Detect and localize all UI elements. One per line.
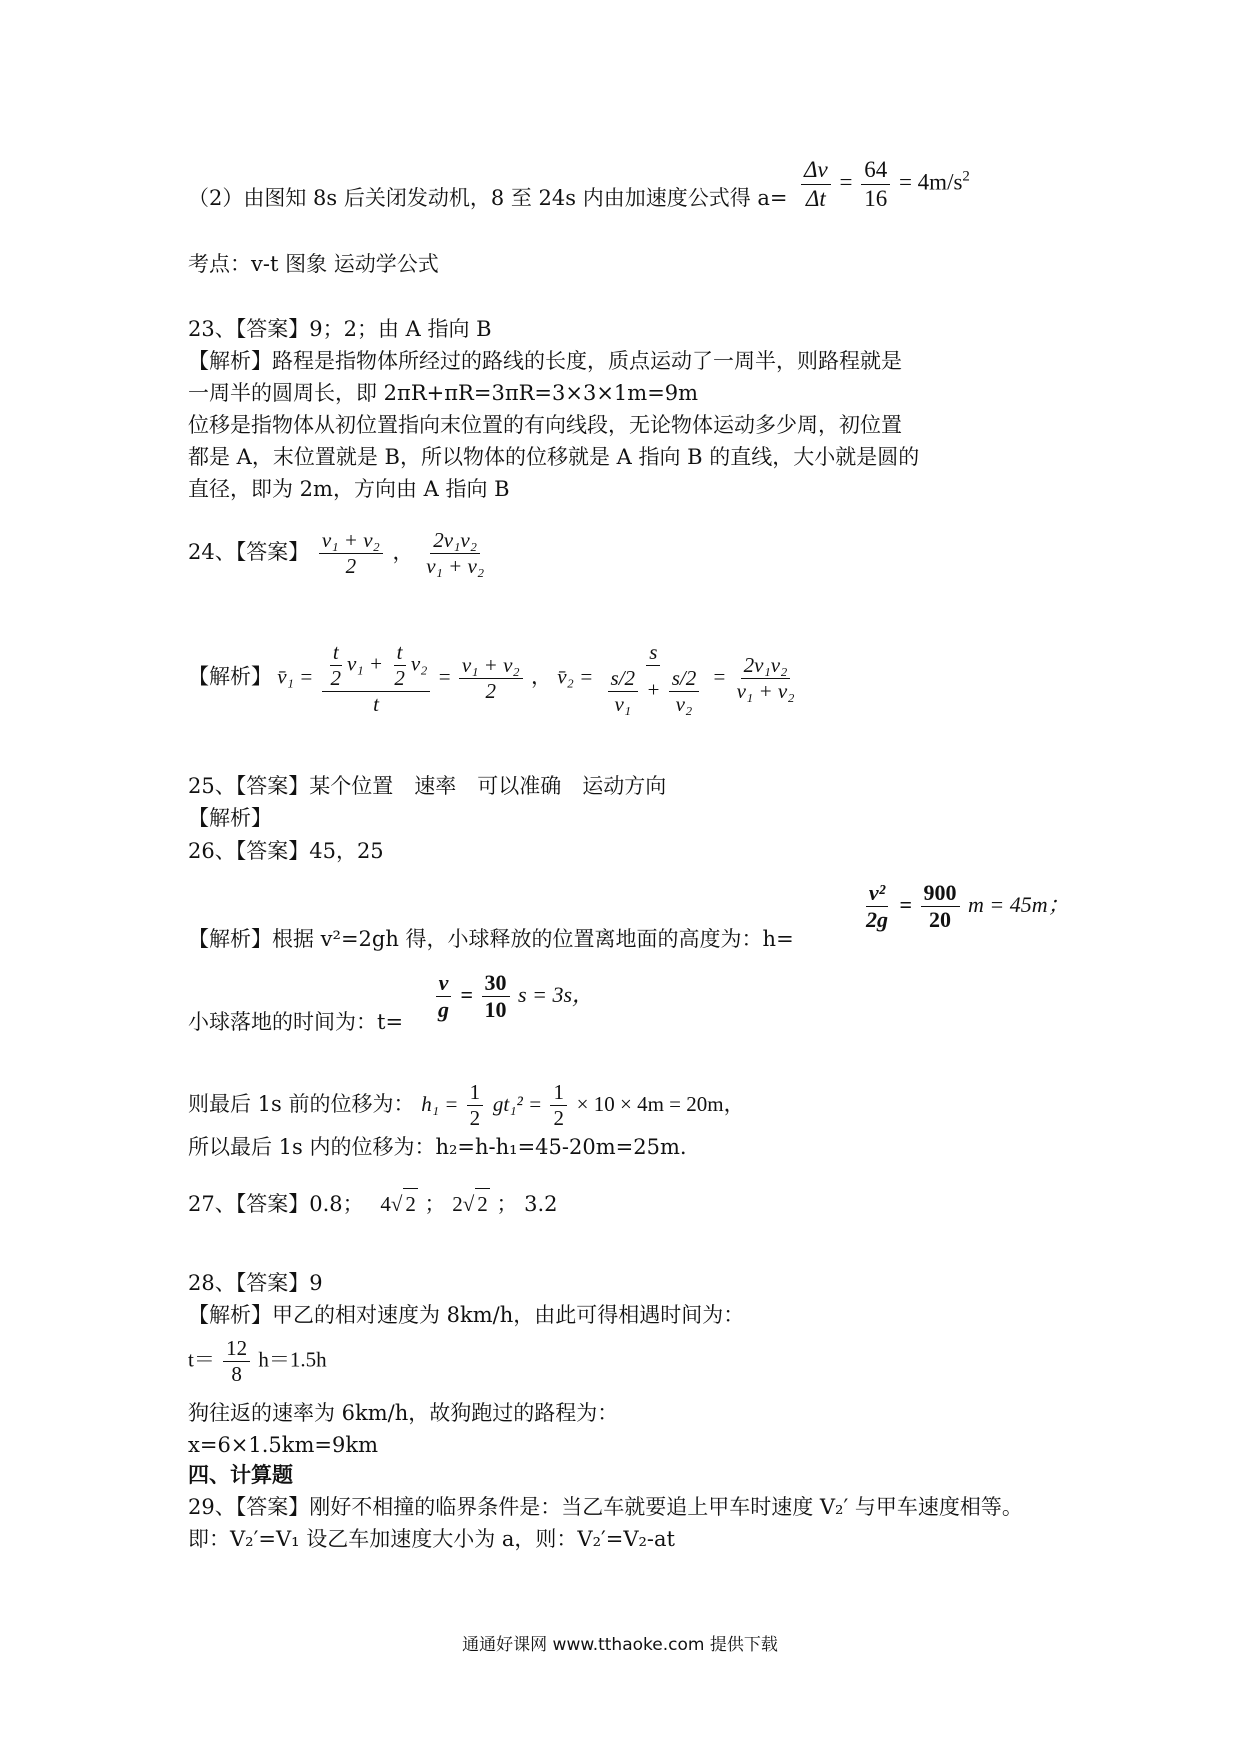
q24-two-b: 2 xyxy=(394,666,405,691)
q27-root-a: 2 xyxy=(403,1188,418,1219)
q26-900: 900 xyxy=(921,880,960,907)
q28-t-line xyxy=(188,1336,327,1387)
q24-ans2-num: 2v₁v₂ xyxy=(430,528,480,554)
q24-v1bar: v̄₁ = xyxy=(277,664,314,689)
q28-analysis-3: x=6×1.5km=9km xyxy=(188,1433,379,1457)
q24-t-b: t xyxy=(394,640,406,666)
q26-2g: 2g xyxy=(866,907,888,933)
q24-v2: v₂ xyxy=(410,651,428,676)
q24-r1num: v₁ + v₂ xyxy=(459,653,523,679)
section-4-title: 四、计算题 xyxy=(188,1462,293,1487)
q23-answer: 23、【答案】9；2；由 A 指向 B xyxy=(188,317,492,341)
q26-t-text: 小球落地的时间为：t= xyxy=(188,1010,404,1034)
q27-label: 27、【答案】0.8； xyxy=(188,1192,364,1216)
q26-h1-one-b: 1 xyxy=(550,1080,567,1106)
q24-plus-b: + xyxy=(646,677,661,702)
q26-h1-two: 2 xyxy=(469,1106,481,1131)
q26-h2-line: 所以最后 1s 内的位移为：h₂=h-h₁=45-20m=25m. xyxy=(188,1135,687,1159)
q28-t-tail: h＝1.5h xyxy=(258,1347,327,1372)
q26-h1-lhs: h₁ = xyxy=(421,1092,464,1117)
q27-coef-a: 4 xyxy=(380,1192,391,1216)
q24-r1den: 2 xyxy=(485,679,497,704)
q24-eq1: = xyxy=(438,664,451,689)
q26-g: g xyxy=(438,997,449,1023)
q26-v: v xyxy=(436,970,452,997)
q28-t-pre: t＝ xyxy=(188,1347,215,1372)
q24-s: s xyxy=(646,640,660,666)
q22-dv: Δv xyxy=(801,156,831,185)
q24-v1: v₁ xyxy=(347,651,364,676)
q26-h1-gt: gt₁² = xyxy=(492,1092,548,1117)
q24-ans2-den: v₁ + v₂ xyxy=(426,554,485,579)
q24-s2b: s/2 xyxy=(669,666,700,692)
q23-analysis-line5: 直径，即为 2m，方向由 A 指向 B xyxy=(188,477,510,501)
q25-analysis: 【解析】 xyxy=(188,806,272,830)
q28-t-den: 8 xyxy=(231,1362,242,1387)
q24-s2a: s/2 xyxy=(608,666,639,692)
q22-formula: $\frac{\Delta v}{\Delta t}$ = $\frac{64}{16}$ = $4m/s^2$ xyxy=(798,156,970,212)
q24-tden: t xyxy=(373,692,379,717)
q23-analysis-line3: 位移是指物体从初位置指向末位置的有向线段，无论物体运动多少周，初位置 xyxy=(188,413,902,437)
q24-answer-label: 24、【答案】 xyxy=(188,540,310,565)
q28-t-num: 12 xyxy=(223,1336,250,1362)
q24-ans1-num: v₁ + v₂ xyxy=(319,528,383,554)
q26-10: 10 xyxy=(484,997,507,1023)
q24-ans1 xyxy=(319,528,383,579)
q24-eq2: = xyxy=(713,664,726,689)
q26-t-line xyxy=(188,1007,403,1037)
page-footer: 通通好课网 www.tthaoke.com 提供下载 xyxy=(462,1635,778,1655)
q24-ana-label: 【解析】 xyxy=(188,664,272,689)
q24-v2-den: v₂ xyxy=(675,692,693,717)
q22-dt: Δt xyxy=(805,185,826,211)
q24-v2bar: v̄₂ = xyxy=(557,664,594,689)
q26-20: 20 xyxy=(929,907,952,933)
q27-root-b: 2 xyxy=(475,1188,490,1219)
q24-frac-main2 xyxy=(602,640,706,718)
q22-den: 16 xyxy=(864,185,888,211)
q26-h1-tail: × 10 × 4m = 20m， xyxy=(576,1092,745,1117)
q23-analysis-line1: 【解析】路程是指物体所经过的路线的长度，质点运动了一周半，则路程就是 xyxy=(188,349,902,373)
q22-exp: 2 xyxy=(962,168,970,185)
q26-analysis-h xyxy=(188,924,794,954)
q26-h1-text: 则最后 1s 前的位移为： xyxy=(188,1092,415,1117)
q26-v2: v² xyxy=(866,880,888,907)
q26-30: 30 xyxy=(482,970,510,997)
q24-comma: ， xyxy=(530,664,552,689)
q27-tail: ； 3.2 xyxy=(496,1192,558,1216)
q26-t-formula: $\frac{v}{g}$ = $\frac{30}{10}$ s = 3s， xyxy=(432,970,594,1024)
q24-ans1-den: 2 xyxy=(345,554,357,579)
q26-ana-text: 【解析】根据 v²=2gh 得，小球释放的位置离地面的高度为：h= xyxy=(188,927,794,951)
q22-kaodian: 考点：v-t 图象 运动学公式 xyxy=(188,252,439,276)
q26-h-tail: m = 45m； xyxy=(968,891,1070,917)
q24-frac-main1 xyxy=(322,640,431,718)
q22-part2-text: （2）由图知 8s 后关闭发动机，8 至 24s 内由加速度公式得 a= xyxy=(188,186,788,210)
q29-answer-line2: 即：V₂′=V₁ 设乙车加速度大小为 a，则：V₂′=V₂-at xyxy=(188,1527,675,1551)
q28-analysis-2: 狗往返的速率为 6km/h，故狗跑过的路程为： xyxy=(188,1401,619,1425)
q22-num: 64 xyxy=(861,156,890,185)
q26-h1-one: 1 xyxy=(467,1080,484,1106)
q24-r2num: 2v₁v₂ xyxy=(741,653,791,679)
q26-h-formula: $\frac{\text{v²}}{2g}$ = $\frac{900}{20}$ m = 45m； xyxy=(860,880,1070,934)
q24-ans2 xyxy=(423,528,487,579)
q24-v1-den: v₁ xyxy=(614,692,632,717)
q28-analysis-1: 【解析】甲乙的相对速度为 8km/h，由此可得相遇时间为： xyxy=(188,1303,745,1327)
q24-analysis xyxy=(188,640,801,718)
q24-t: t xyxy=(330,640,342,666)
q27-coef-b: 2 xyxy=(452,1192,463,1216)
q27-answer: 27、【答案】0.8； 4√ 2 ； 2√ 2 ； 3.2 xyxy=(188,1188,558,1219)
q23-analysis-line2: 一周半的圆周长，即 2πR+πR=3πR=3×3×1m=9m xyxy=(188,381,699,405)
q25-answer: 25、【答案】某个位置 速率 可以准确 运动方向 xyxy=(188,774,667,798)
q28-answer: 28、【答案】9 xyxy=(188,1271,323,1295)
q26-h1-two-b: 2 xyxy=(553,1106,564,1131)
q26-t-tail: s = 3s， xyxy=(518,981,595,1007)
q24-two: 2 xyxy=(330,666,342,691)
q24-r2den: v₁ + v₂ xyxy=(736,679,795,704)
q26-h1-line xyxy=(188,1080,745,1131)
q23-analysis-line4: 都是 A，末位置就是 B，所以物体的位移就是 A 指向 B 的直线，大小就是圆的 xyxy=(188,445,920,469)
q29-answer-line1: 29、【答案】刚好不相撞的临界条件是：当乙车就要追上甲车时速度 V₂′ 与甲车速度相等。 xyxy=(188,1495,1023,1519)
q26-answer: 26、【答案】45，25 xyxy=(188,839,384,863)
q22-result: = 4m/s xyxy=(898,169,963,195)
q22-part2-line xyxy=(188,183,788,213)
q24-answer: 24、【答案】 $\frac{\text{v₁ + v₂}}{2}$ ， $\frac{\text{2v₁v₂}}{\text{v₁ + v₂}}$ xyxy=(188,528,490,579)
q24-plus: + xyxy=(368,651,384,676)
